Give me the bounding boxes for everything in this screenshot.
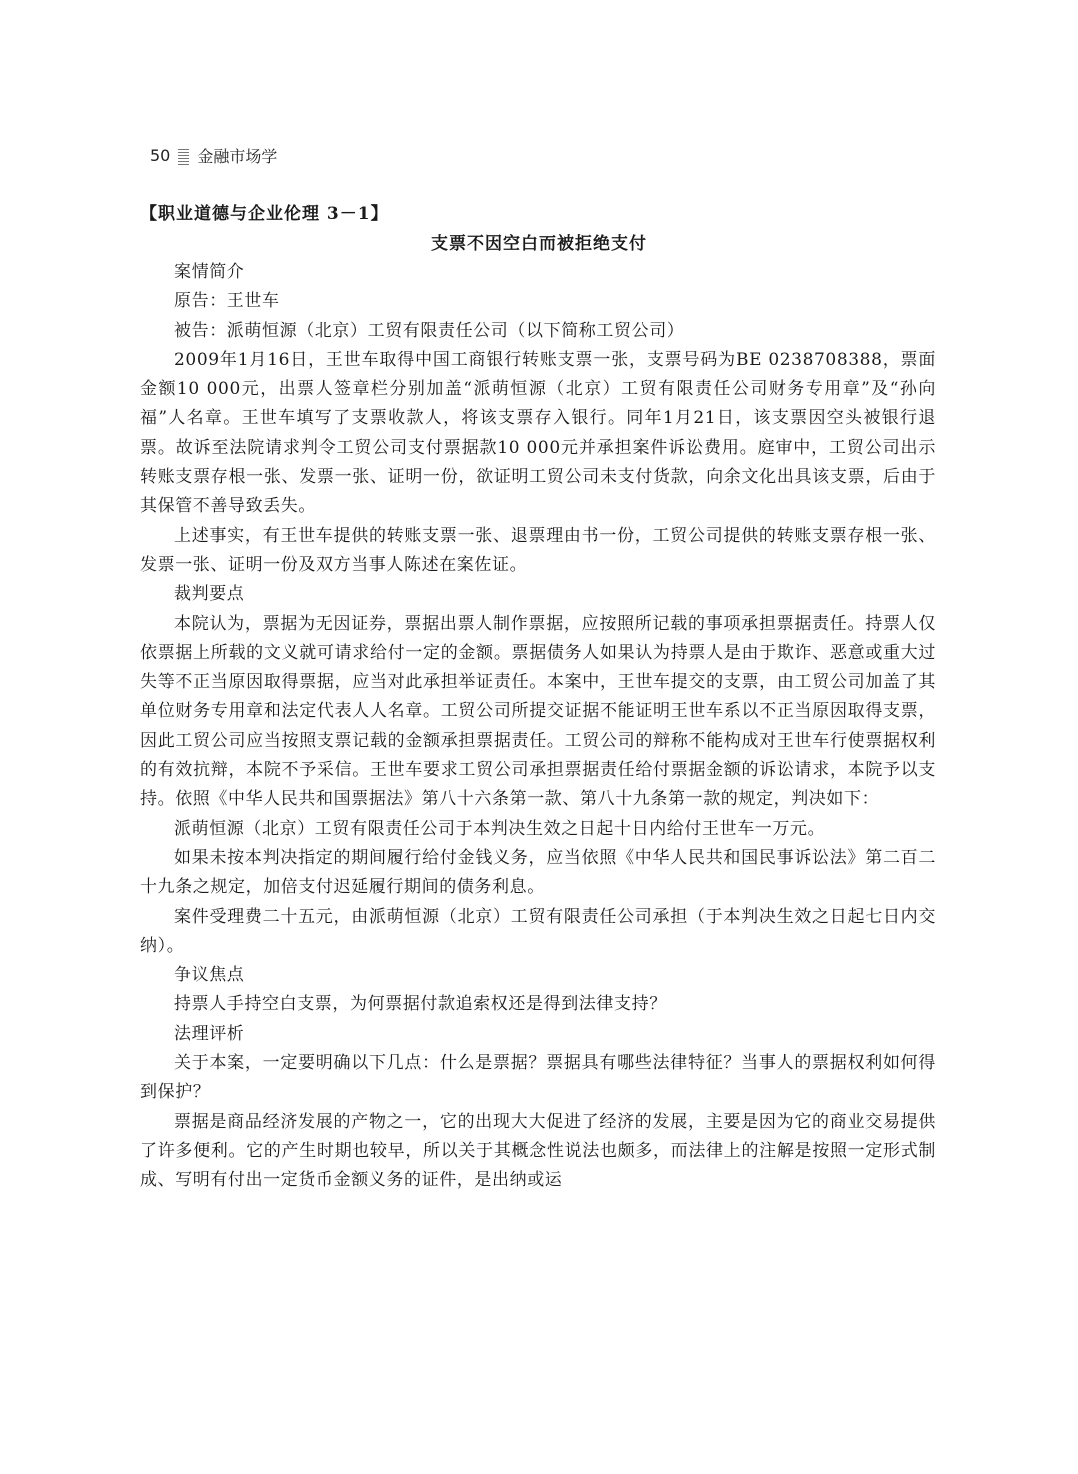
- paragraph: 上述事实，有王世车提供的转账支票一张、退票理由书一份，工贸公司提供的转账支票存根一张、发票一张、证明一份及双方当事人陈述在案佐证。: [140, 525, 936, 575]
- paragraph: 争议焦点: [174, 965, 245, 986]
- book-title: 金融市场学: [197, 147, 278, 166]
- body-text: [140, 258, 936, 1196]
- section-label: 【职业道德与企业伦理 3－1】: [140, 204, 389, 224]
- paragraph: 派萌恒源（北京）工贸有限责任公司于本判决生效之日起十日内给付王世车一万元。: [174, 818, 826, 839]
- paragraph: 被告：派萌恒源（北京）工贸有限责任公司（以下简称工贸公司）: [174, 320, 685, 341]
- paragraph: 案情简介: [174, 262, 245, 282]
- paragraph: 裁判要点: [174, 584, 245, 605]
- page-number: 50: [150, 146, 171, 165]
- paragraph: 票据是商品经济发展的产物之一，它的出现大大促进了经济的发展，主要是因为它的商业交易提供了许多便利。它的产生时期也较早，所以关于其概念性说法也颇多，而法律上的注解是按照一定形式制成、写明有付出一定货币金额义务的证件，是出纳或运: [140, 1111, 936, 1191]
- paragraph: 原告：王世车: [174, 291, 280, 312]
- running-header: [150, 144, 277, 167]
- header-ornament-icon: [178, 147, 189, 165]
- paragraph: 案件受理费二十五元，由派萌恒源（北京）工贸有限责任公司承担（于本判决生效之日起七日内交纳）。: [140, 906, 936, 956]
- paragraph: 关于本案，一定要明确以下几点：什么是票据？票据具有哪些法律特征？当事人的票据权利如何得到保护？: [140, 1053, 936, 1103]
- case-title: 支票不因空白而被拒绝支付: [431, 234, 647, 254]
- paragraph: 2009年1月16日，王世车取得中国工商银行转账支票一张，支票号码为BE 0238708388，票面金额10 000元，出票人签章栏分别加盖“派萌恒源（北京）工贸有限责任公司财务专用章”及“孙向福”人名章。王世车填写了支票收款人，将该支票存入银行。同年1月21日，该支票因空头被银行退票。故诉至法院请求判令工贸公司支付票据款10 000元并承担案件诉讼费用。庭审中，工贸公司出示转账支票存根一张、发票一张、证明一份，欲证明工贸公司未支付货款，向余文化出具该支票，后由于其保管不善导致丢失。: [140, 349, 936, 517]
- paragraph: 本院认为，票据为无因证券，票据出票人制作票据，应按照所记载的事项承担票据责任。持票人仅依票据上所载的文义就可请求给付一定的金额。票据债务人如果认为持票人是由于欺诈、恶意或重大过失等不正当原因取得票据，应当对此承担举证责任。本案中，王世车提交的支票，由工贸公司加盖了其单位财务专用章和法定代表人人名章。工贸公司所提交证据不能证明王世车系以不正当原因取得支票，因此工贸公司应当按照支票记载的金额承担票据责任。工贸公司的辩称不能构成对王世车行使票据权利的有效抗辩，本院不予采信。王世车要求工贸公司承担票据责任给付票据金额的诉讼请求，本院予以支持。依照《中华人民共和国票据法》第八十六条第一款、第八十九条第一款的规定，判决如下：: [140, 613, 936, 810]
- paragraph: 如果未按本判决指定的期间履行给付金钱义务，应当依照《中华人民共和国民事诉讼法》第二百二十九条之规定，加倍支付迟延履行期间的债务利息。: [140, 847, 936, 898]
- paragraph: 持票人手持空白支票，为何票据付款追索权还是得到法律支持？: [174, 994, 667, 1015]
- paragraph: 法理评析: [174, 1023, 245, 1044]
